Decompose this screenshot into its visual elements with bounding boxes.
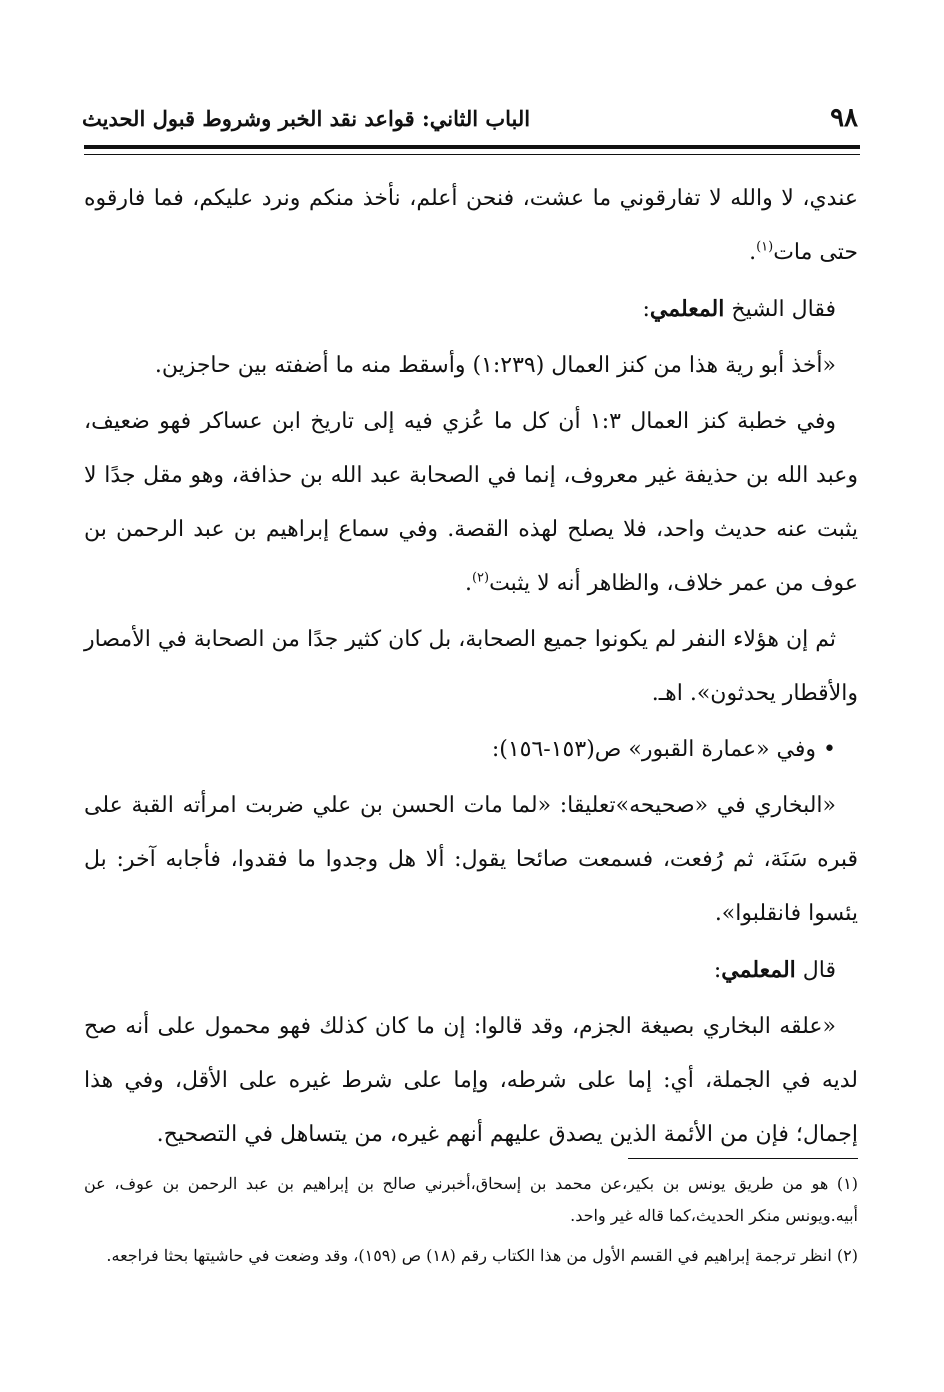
name-muallimi: المعلمي: [649, 296, 725, 322]
main-text: [84, 172, 858, 1164]
footnote-ref-2: (٢): [471, 570, 490, 586]
page-number: ٩٨: [830, 103, 858, 133]
footnote-2: (٢) انظر ترجمة إبراهيم في القسم الأول من هذا الكتاب رقم (١٨) ص (١٥٩)، وقد وضعت في حاشيتها بحثا فراجعه.: [106, 1246, 858, 1265]
paragraph-end: :: [713, 958, 722, 983]
paragraph-9: «علقه البخاري بصيغة الجزم، وقد قالوا: إن ما كان كذلك فهو محمول على أنه صح لديه في الجملة، أي: إما على شرطه، وإما على شرط غيره على الأقل، وفي هذا إجمال؛ فإن من الأئمة الذين يصدق عليهم أنهم غيره، من يتساهل في التصحيح.: [84, 1014, 858, 1147]
paragraph-5: ثم إن هؤلاء النفر لم يكونوا جميع الصحابة، بل كان كثير جدًا من الصحابة في الأمصار والأقطار يحدثون». اهـ.: [84, 627, 858, 706]
paragraph-text: عندي، لا والله لا تفارقوني ما عشت، فنحن أعلم، نأخذ منكم ونرد عليكم، فما فارقوه حتى مات: [84, 186, 858, 265]
paragraph-7: «البخاري في «صحيحه»تعليقا: «لما مات الحسن بن علي ضربت امرأته القبة على قبره سَنَة، ثم رُفعت، فسمعت صائحا يقول: ألا هل وجدوا ما فقدوا، فأجابه آخر: بل يئسوا فانقلبوا».: [84, 793, 858, 926]
chapter-title: الباب الثاني: قواعد نقد الخبر وشروط قبول الحديث: [82, 105, 531, 131]
paragraph-text: فقال الشيخ: [724, 297, 836, 322]
paragraph-text: وفي خطبة كنز العمال ١:٣ أن كل ما عُزي فيه إلى تاريخ ابن عساكر فهو ضعيف، وعبد الله بن حذيفة غير معروف، إنما في الصحابة عبد الله بن حذافة، وهو مقل جدًا لا يثبت عنه حديث واحد، فلا يصلح لهذه القصة. وفي سماع إبراهيم بن عبد الرحمن بن عوف من عمر خلاف، والظاهر أنه لا يثبت: [84, 409, 858, 596]
header-rule: [84, 145, 860, 149]
footnote-separator: [628, 1158, 858, 1159]
paragraph-8: [84, 943, 858, 998]
paragraph-end: .: [749, 240, 757, 265]
footnote-ref-1: (١): [756, 239, 774, 255]
paragraph-3: «أخذ أبو رية هذا من كنز العمال (١:٢٣٩) وأسقط منه ما أضفته بين حاجزين.: [154, 353, 836, 378]
footnote-1: (١) هو من طريق يونس بن بكير،عن محمد بن إسحاق،أخبرني صالح بن إبراهيم بن عبد الرحمن بن عوف، عن أبيه.ويونس منكر الحديث،كما قاله غير واحد.: [84, 1174, 858, 1225]
paragraph-text: قال: [795, 958, 836, 983]
paragraph-end: :: [642, 297, 650, 322]
paragraph-4: [84, 395, 858, 611]
paragraph-end: .: [464, 571, 472, 596]
name-muallimi: المعلمي: [721, 957, 796, 983]
header-rule-thin: [84, 154, 860, 155]
paragraph-6: • وفي «عمارة القبور» ص(١٥٣-١٥٦):: [491, 737, 836, 762]
page-header: [82, 100, 858, 136]
footnotes: [84, 1168, 858, 1280]
paragraph-1: [84, 172, 858, 280]
paragraph-2: [84, 282, 858, 337]
